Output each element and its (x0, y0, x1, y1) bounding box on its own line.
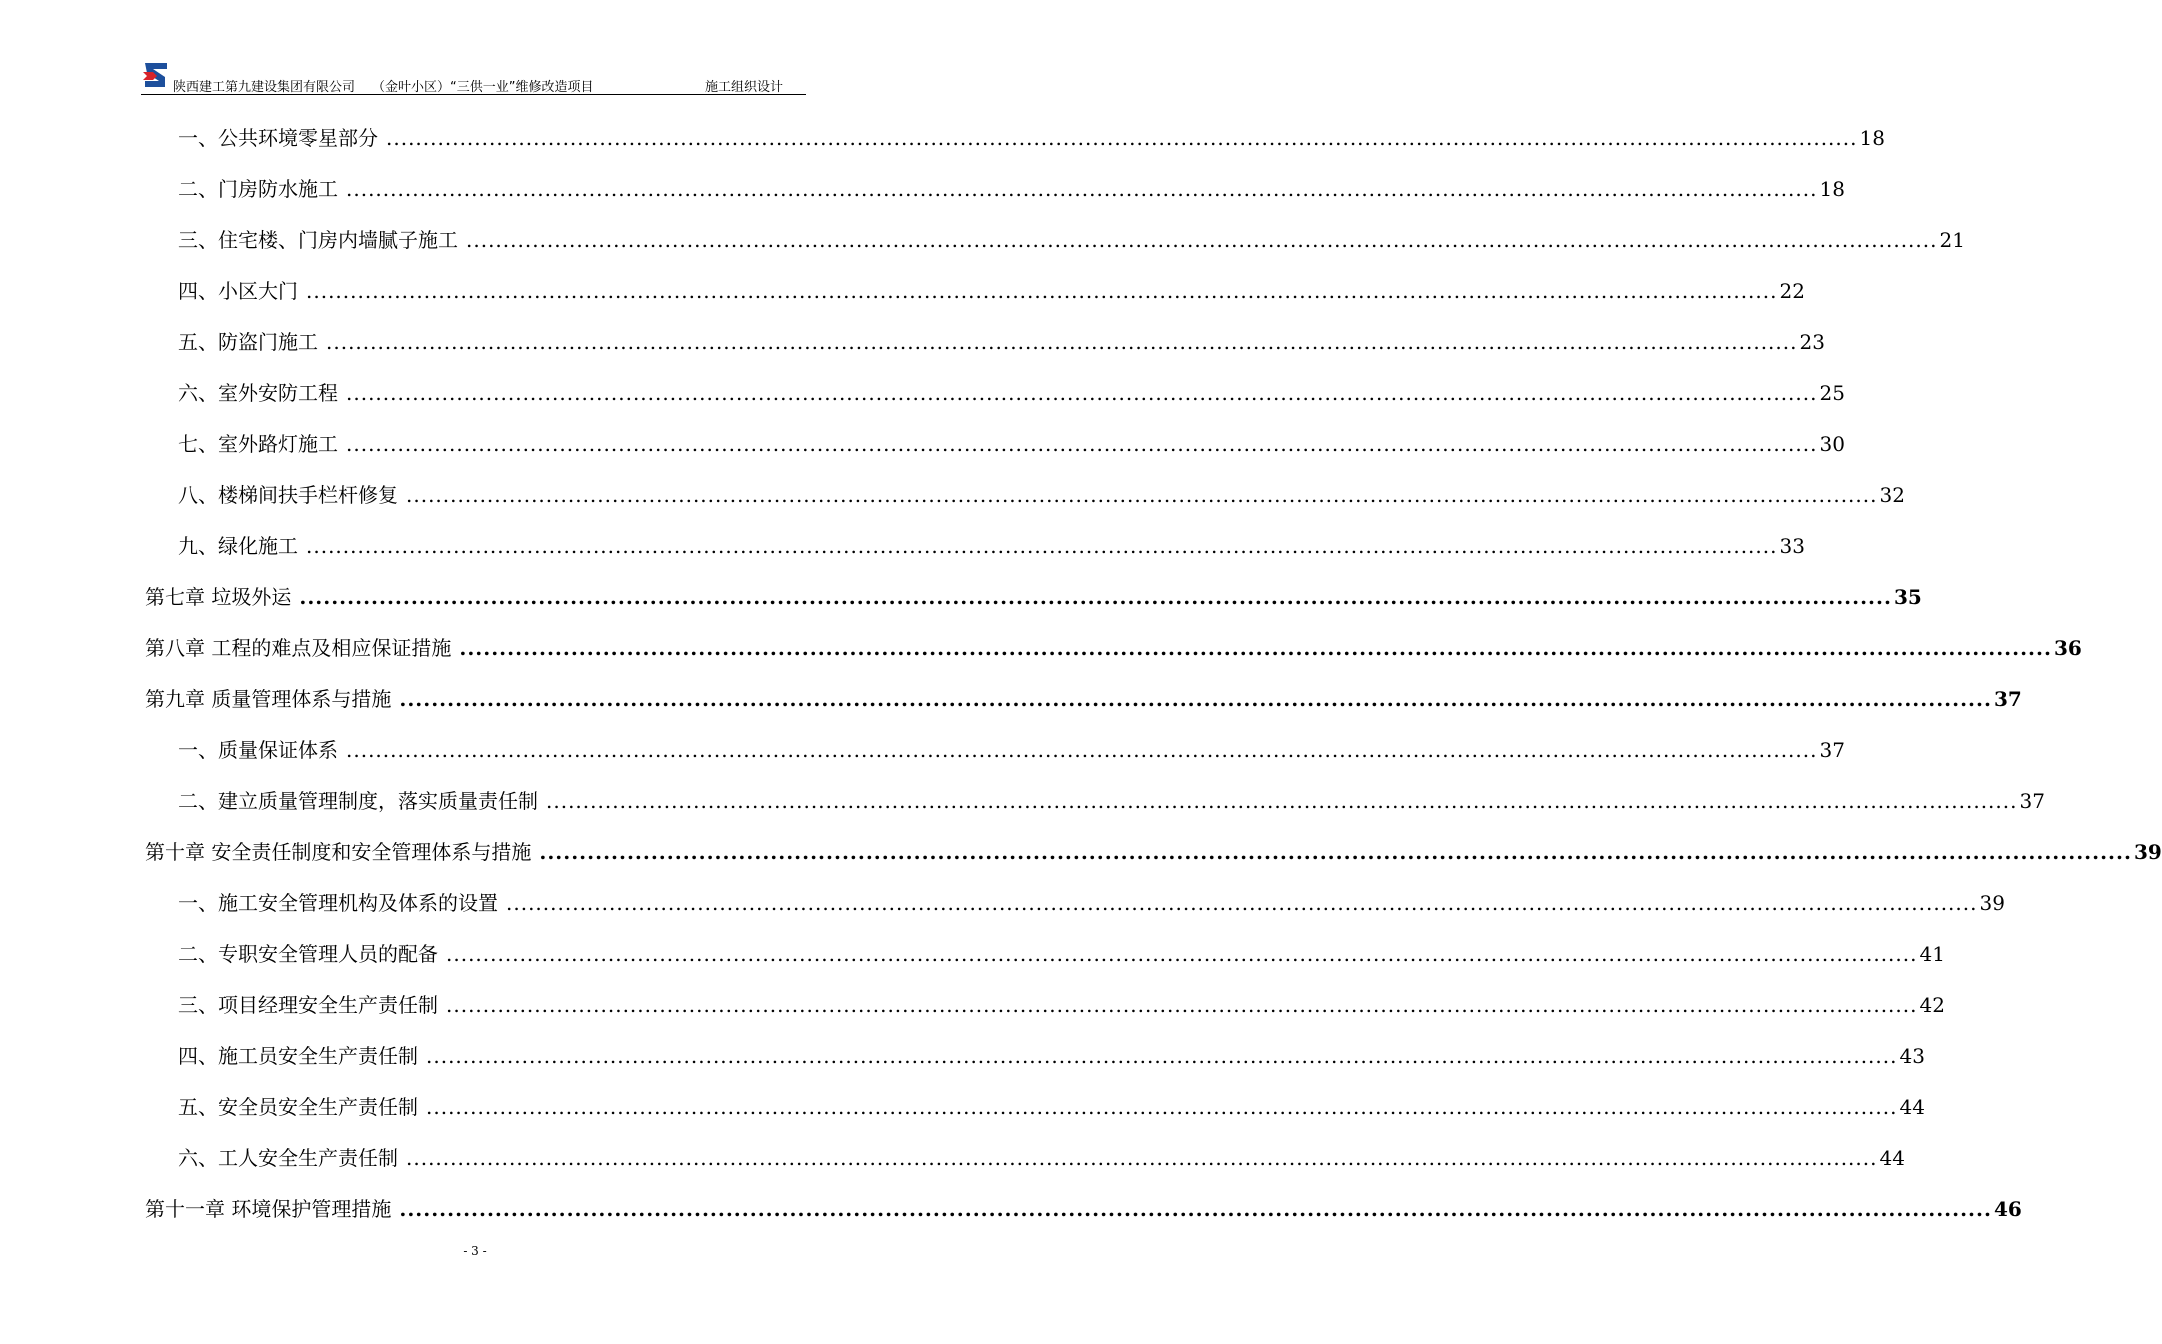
toc-entry-page-number: 37 (1819, 738, 1845, 762)
header-document-type: 施工组织设计 (705, 80, 784, 95)
toc-entry-title: 五、防盗门施工 (178, 330, 318, 354)
toc-entry-page-number: 41 (1919, 942, 1945, 966)
toc-entry-title: 四、小区大门 (178, 279, 298, 303)
toc-entry-title: 二、专职安全管理人员的配备 (178, 942, 438, 966)
toc-dot-leader: ........................................................................................................................................................................................................ (406, 483, 1878, 507)
toc-dot-leader: ........................................................................................................................................................................................................ (346, 177, 1818, 201)
toc-dot-leader: ........................................................................................................................................................................................................ (399, 1197, 1992, 1221)
toc-dot-leader: ........................................................................................................................................................................................................ (426, 1095, 1898, 1119)
toc-entry-title: 第八章 工程的难点及相应保证措施 (145, 636, 452, 660)
toc-entry-title: 四、施工员安全生产责任制 (178, 1044, 418, 1068)
toc-dot-leader: ........................................................................................................................................................................................................ (399, 687, 1992, 711)
toc-dot-leader: ........................................................................................................................................................................................................ (459, 636, 2052, 660)
toc-entry-page-number: 33 (1779, 534, 1805, 558)
toc-dot-leader: ........................................................................................................................................................................................................ (346, 738, 1818, 762)
toc-entry-page-number: 36 (2053, 636, 2082, 660)
toc-dot-leader: ........................................................................................................................................................................................................ (306, 279, 1778, 303)
header-divider (141, 94, 806, 95)
toc-dot-leader: ........................................................................................................................................................................................................ (539, 840, 2132, 864)
toc-entry-page-number: 35 (1893, 585, 1922, 609)
toc-chapter-entry[interactable] (145, 683, 2022, 711)
toc-entry-page-number: 39 (2133, 840, 2162, 864)
toc-entry-title: 三、项目经理安全生产责任制 (178, 993, 438, 1017)
toc-entry-title: 六、工人安全生产责任制 (178, 1146, 398, 1170)
toc-entry-title: 第十一章 环境保护管理措施 (145, 1197, 392, 1221)
toc-section-entry[interactable] (178, 1040, 1925, 1068)
toc-entry-page-number: 21 (1939, 228, 1965, 252)
toc-entry-page-number: 22 (1779, 279, 1805, 303)
toc-dot-leader: ........................................................................................................................................................................................................ (466, 228, 1938, 252)
toc-chapter-entry[interactable] (145, 836, 2162, 864)
toc-entry-page-number: 37 (2019, 789, 2045, 813)
toc-entry-page-number: 39 (1979, 891, 2005, 915)
toc-entry-title: 六、室外安防工程 (178, 381, 338, 405)
toc-entry-page-number: 42 (1919, 993, 1945, 1017)
toc-section-entry[interactable] (178, 734, 1845, 762)
toc-entry-title: 一、施工安全管理机构及体系的设置 (178, 891, 498, 915)
toc-dot-leader: ........................................................................................................................................................................................................ (306, 534, 1778, 558)
company-logo-icon (141, 60, 171, 90)
toc-entry-title: 五、安全员安全生产责任制 (178, 1095, 418, 1119)
toc-entry-page-number: 37 (1993, 687, 2022, 711)
toc-entry-title: 二、建立质量管理制度，落实质量责任制 (178, 789, 538, 813)
toc-entry-title: 一、公共环境零星部分 (178, 126, 378, 150)
toc-section-entry[interactable] (178, 224, 1965, 252)
page-header (141, 60, 806, 94)
toc-entry-page-number: 23 (1799, 330, 1825, 354)
toc-entry-page-number: 46 (1993, 1197, 2022, 1221)
toc-dot-leader: ........................................................................................................................................................................................................ (299, 585, 1892, 609)
toc-chapter-entry[interactable] (145, 581, 1922, 609)
toc-entry-title: 二、门房防水施工 (178, 177, 338, 201)
toc-dot-leader: ........................................................................................................................................................................................................ (446, 993, 1918, 1017)
toc-entry-page-number: 32 (1879, 483, 1905, 507)
toc-section-entry[interactable] (178, 122, 1885, 150)
toc-section-entry[interactable] (178, 275, 1805, 303)
toc-dot-leader: ........................................................................................................................................................................................................ (446, 942, 1918, 966)
toc-section-entry[interactable] (178, 377, 1845, 405)
toc-entry-title: 一、质量保证体系 (178, 738, 338, 762)
toc-entry-title: 七、室外路灯施工 (178, 432, 338, 456)
toc-dot-leader: ........................................................................................................................................................................................................ (506, 891, 1978, 915)
toc-entry-page-number: 25 (1819, 381, 1845, 405)
toc-chapter-entry[interactable] (145, 1193, 2022, 1221)
toc-entry-page-number: 44 (1879, 1146, 1905, 1170)
toc-dot-leader: ........................................................................................................................................................................................................ (346, 381, 1818, 405)
header-company-name: 陕西建工第九建设集团有限公司 (173, 80, 356, 95)
toc-section-entry[interactable] (178, 785, 2045, 813)
toc-dot-leader: ........................................................................................................................................................................................................ (386, 126, 1858, 150)
toc-section-entry[interactable] (178, 1091, 1925, 1119)
toc-dot-leader: ........................................................................................................................................................................................................ (346, 432, 1818, 456)
toc-section-entry[interactable] (178, 428, 1845, 456)
toc-dot-leader: ........................................................................................................................................................................................................ (406, 1146, 1878, 1170)
toc-entry-title: 八、楼梯间扶手栏杆修复 (178, 483, 398, 507)
toc-chapter-entry[interactable] (145, 632, 2082, 660)
toc-section-entry[interactable] (178, 173, 1845, 201)
toc-section-entry[interactable] (178, 530, 1805, 558)
toc-entry-page-number: 30 (1819, 432, 1845, 456)
toc-dot-leader: ........................................................................................................................................................................................................ (326, 330, 1798, 354)
toc-section-entry[interactable] (178, 887, 2005, 915)
toc-entry-page-number: 44 (1899, 1095, 1925, 1119)
toc-section-entry[interactable] (178, 1142, 1905, 1170)
toc-dot-leader: ........................................................................................................................................................................................................ (426, 1044, 1898, 1068)
toc-entry-title: 第十章 安全责任制度和安全管理体系与措施 (145, 840, 532, 864)
toc-section-entry[interactable] (178, 989, 1945, 1017)
toc-dot-leader: ........................................................................................................................................................................................................ (546, 789, 2018, 813)
toc-entry-title: 三、住宅楼、门房内墙腻子施工 (178, 228, 458, 252)
page-number: - 3 - (463, 1244, 487, 1258)
toc-section-entry[interactable] (178, 326, 1825, 354)
toc-entry-page-number: 18 (1859, 126, 1885, 150)
toc-section-entry[interactable] (178, 479, 1905, 507)
toc-entry-page-number: 43 (1899, 1044, 1925, 1068)
toc-entry-title: 第七章 垃圾外运 (145, 585, 292, 609)
toc-entry-title: 九、绿化施工 (178, 534, 298, 558)
header-project-name: （金叶小区）“三供一业”维修改造项目 (372, 80, 594, 95)
toc-entry-page-number: 18 (1819, 177, 1845, 201)
toc-section-entry[interactable] (178, 938, 1945, 966)
toc-entry-title: 第九章 质量管理体系与措施 (145, 687, 392, 711)
